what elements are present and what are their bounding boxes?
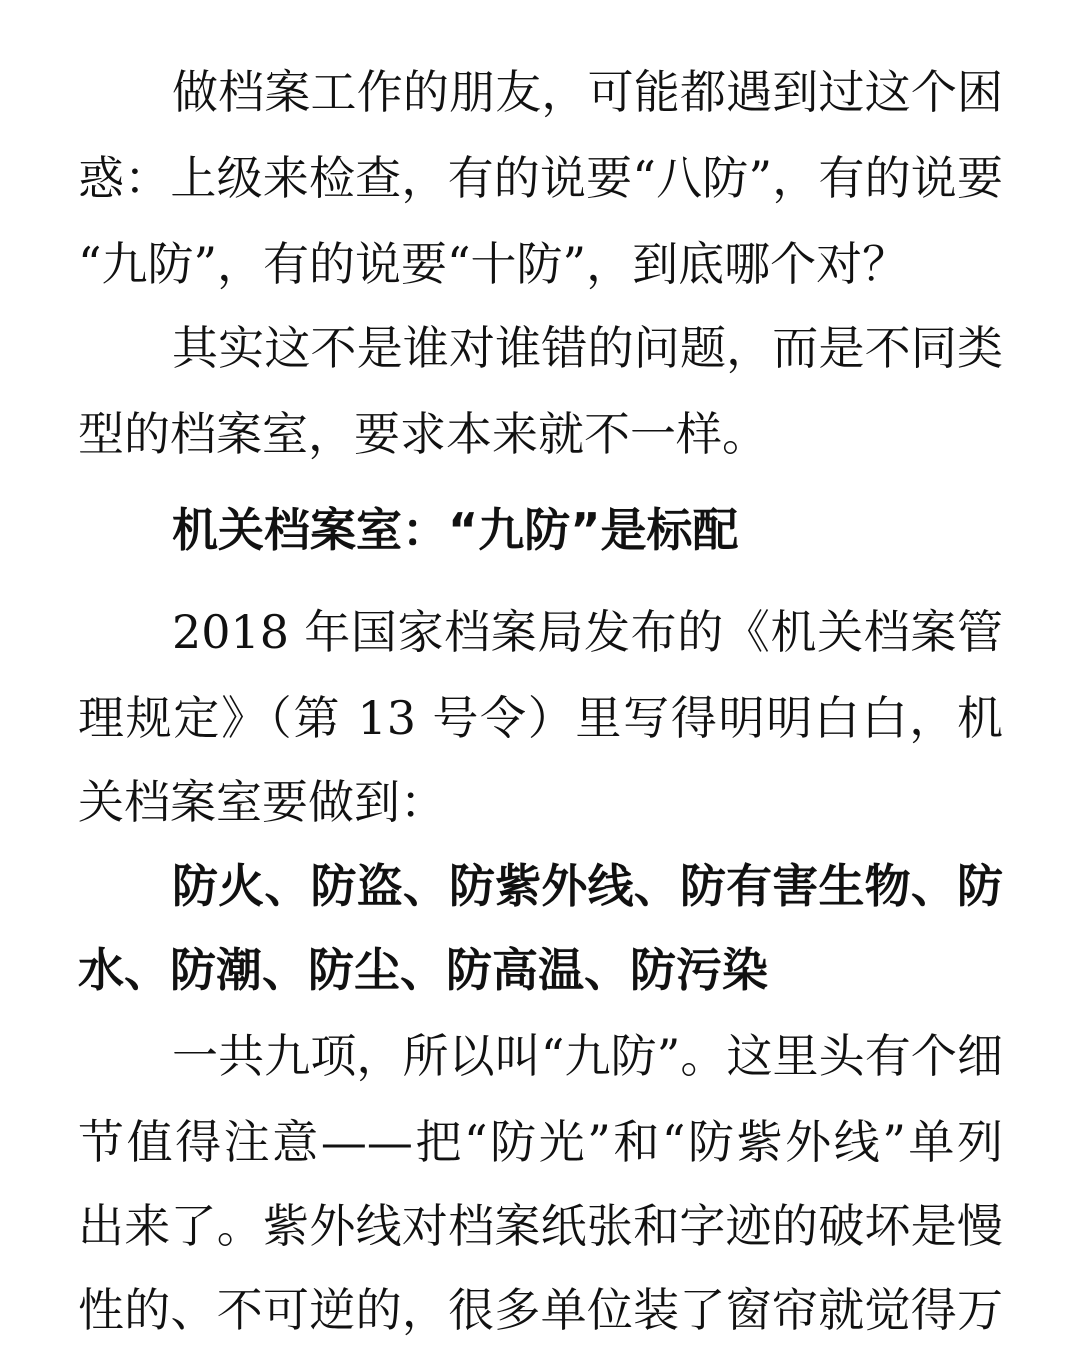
- bold-list-line: 水、防潮、防尘、防高温、防污染: [78, 943, 768, 997]
- bold-list-line: 防火、防盗、防紫外线、防有害生物、防: [172, 859, 1003, 913]
- paragraph-line: 2018 年国家档案局发布的《机关档案管: [172, 605, 1003, 659]
- section-heading: 机关档案室：“九防”是标配: [172, 503, 739, 557]
- paragraph-line: 型的档案室，要求本来就不一样。: [78, 407, 768, 461]
- paragraph-line: 性的、不可逆的，很多单位装了窗帘就觉得万: [78, 1283, 1003, 1337]
- paragraph-line: 节值得注意——把“防光”和“防紫外线”单列: [78, 1115, 1003, 1169]
- paragraph-line: 一共九项，所以叫“九防”。这里头有个细: [172, 1029, 1003, 1083]
- paragraph-line: 理规定》（第 13 号令）里写得明明白白，机: [78, 691, 1003, 745]
- paragraph-line: 其实这不是谁对谁错的问题，而是不同类: [172, 321, 1003, 375]
- paragraph-line: 惑：上级来检查，有的说要“八防”，有的说要: [78, 151, 1003, 205]
- paragraph-line: “九防”，有的说要“十防”，到底哪个对？: [78, 237, 909, 291]
- paragraph-line: 出来了。紫外线对档案纸张和字迹的破坏是慢: [78, 1199, 1003, 1253]
- paragraph-line: 做档案工作的朋友，可能都遇到过这个困: [172, 65, 1003, 119]
- paragraph-line: 关档案室要做到：: [78, 775, 446, 829]
